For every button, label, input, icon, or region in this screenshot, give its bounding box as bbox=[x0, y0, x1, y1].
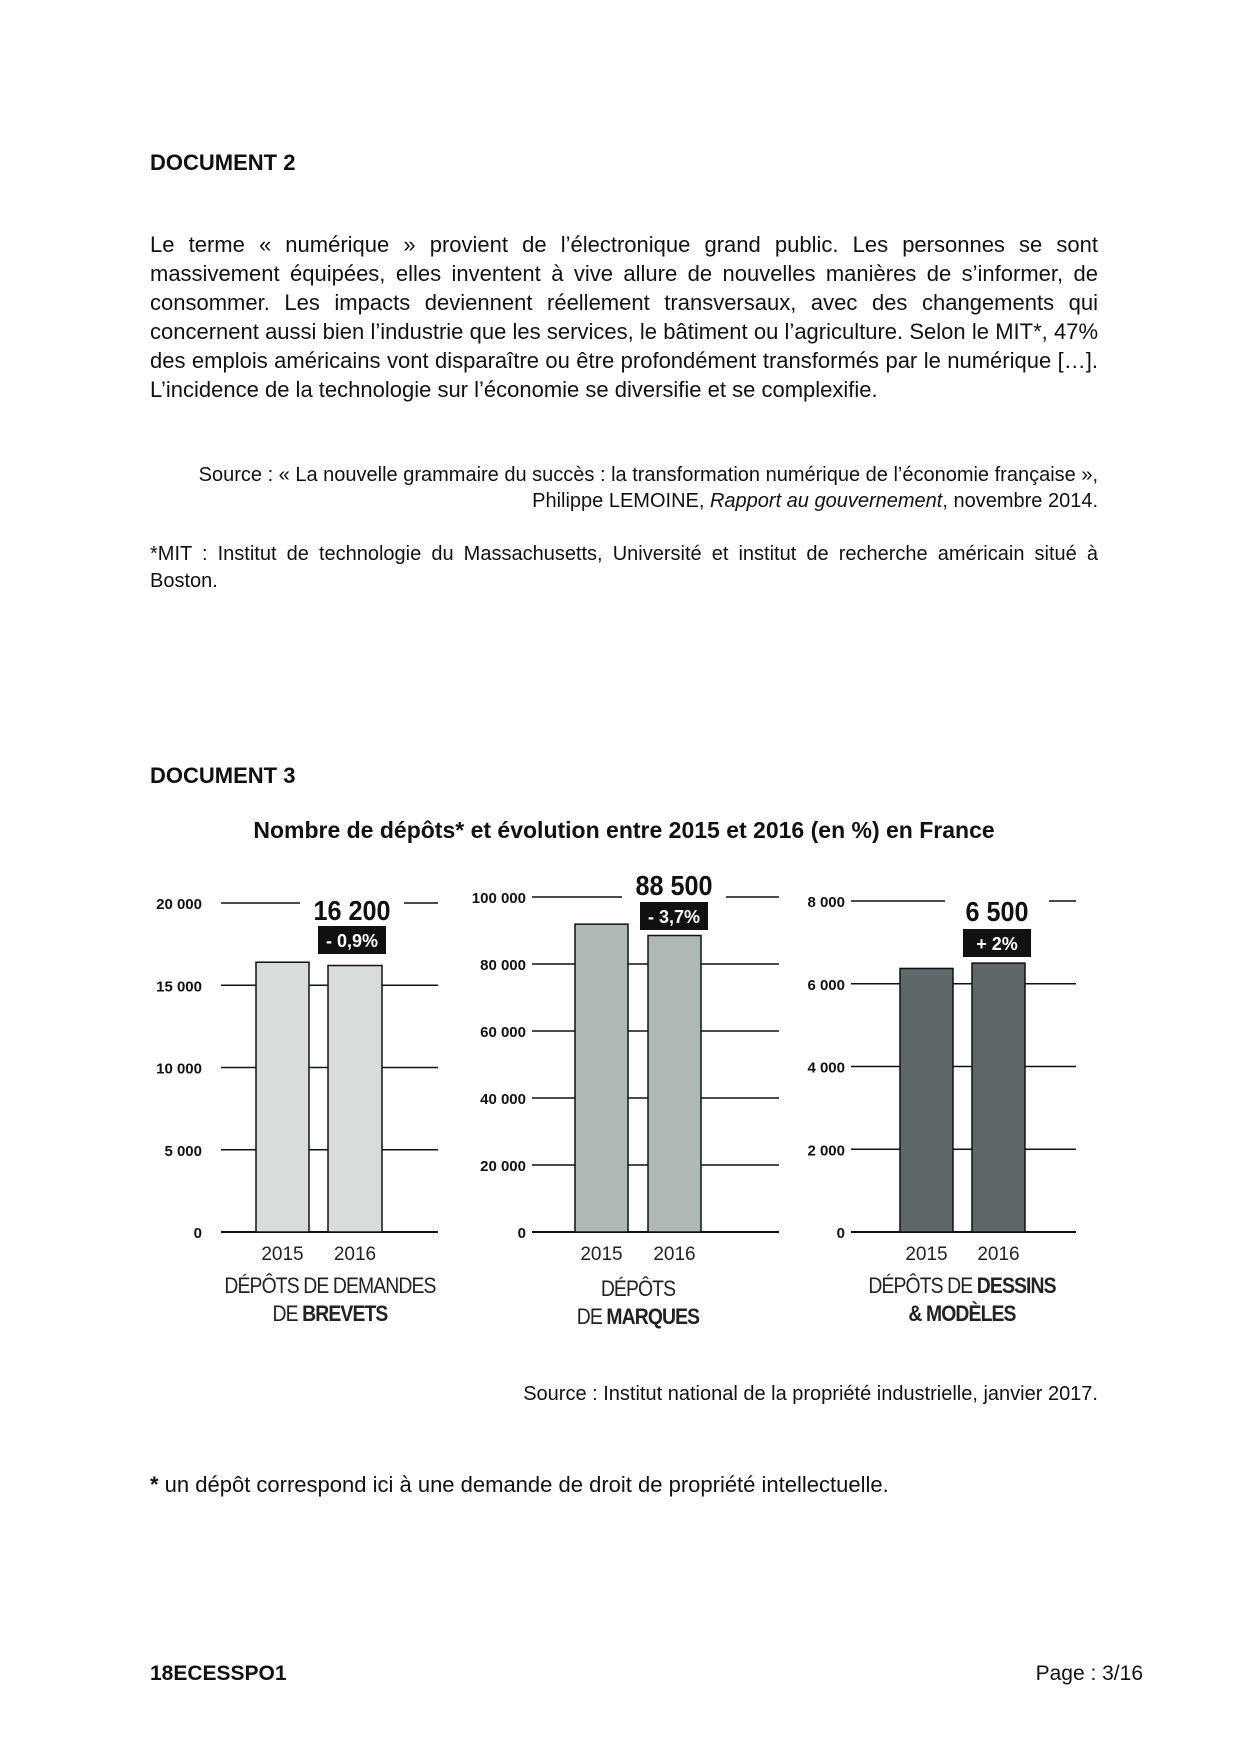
category-label-line bbox=[497, 1303, 779, 1331]
label-light: DE bbox=[576, 1304, 607, 1329]
footer-page-number: Page : 3/16 bbox=[1035, 1662, 1143, 1685]
bar-2016 bbox=[328, 966, 382, 1232]
y-tick-label: 80 000 bbox=[480, 957, 526, 974]
label-bold: MARQUES bbox=[606, 1304, 700, 1329]
change-value: + 2% bbox=[976, 934, 1018, 954]
change-value: - 3,7% bbox=[647, 907, 701, 927]
document-2-heading: DOCUMENT 2 bbox=[150, 150, 296, 175]
label-light: DÉPÔTS DE bbox=[868, 1273, 977, 1298]
y-tick-label: 5 000 bbox=[164, 1142, 202, 1160]
y-tick-label: 40 000 bbox=[480, 1091, 526, 1108]
label-light: DÉPÔTS DE DEMANDES bbox=[224, 1273, 436, 1298]
footnote-text: un dépôt correspond ici à une demande de droit de propriété intellectuelle. bbox=[158, 1472, 889, 1497]
y-tick-label: 2 000 bbox=[807, 1142, 845, 1160]
bar-2015 bbox=[256, 962, 309, 1232]
category-label-line bbox=[189, 1300, 471, 1328]
y-tick-label: 4 000 bbox=[807, 1059, 845, 1077]
x-tick-label: 2015 bbox=[905, 1244, 948, 1265]
x-tick-label: 2015 bbox=[580, 1244, 623, 1265]
footer-code: 18ECESSPO1 bbox=[150, 1662, 287, 1685]
y-tick-label: 100 000 bbox=[471, 890, 526, 907]
label-light: DÉPÔTS bbox=[600, 1276, 676, 1301]
y-tick-label: 0 bbox=[517, 1225, 526, 1242]
y-tick-label: 15 000 bbox=[156, 978, 202, 996]
label-light: DE bbox=[272, 1301, 303, 1326]
document-2-paragraph: Le terme « numérique » provient de l’électronique grand public. Les personnes se sont massivement équipées, elles inventent à vive allure de nouvelles manières de s’informer, de consommer. Les impacts deviennent réellement transversaux, avec des changements qui concernent aussi bien l’industrie que les services, le bâtiment ou l’agriculture. Selon le MIT*, 47% des emplois américains vont disparaître ou être profondément transformés par le numérique […]. L’incidence de la technologie sur l’économie se diversifie et se complexifie. bbox=[150, 232, 1098, 402]
y-tick-label: 60 000 bbox=[480, 1024, 526, 1041]
mit-footnote: *MIT : Institut de technologie du Massachusetts, Université et institut de recherche américain situé à Boston. bbox=[150, 543, 1098, 592]
category-label-line bbox=[821, 1272, 1103, 1300]
source-date: , novembre 2014. bbox=[942, 490, 1098, 512]
category-label bbox=[497, 1275, 779, 1331]
document-3-footnote bbox=[150, 1472, 889, 1498]
headline-value: 16 200 bbox=[313, 894, 391, 927]
source-title: Rapport au gouvernement bbox=[709, 490, 943, 512]
x-tick-label: 2015 bbox=[261, 1244, 304, 1265]
y-tick-label: 20 000 bbox=[156, 896, 202, 913]
y-tick-label: 20 000 bbox=[480, 1158, 526, 1175]
label-bold: BREVETS bbox=[302, 1301, 388, 1326]
x-tick-label: 2016 bbox=[653, 1244, 696, 1265]
document-3-source: Source : Institut national de la propriété industrielle, janvier 2017. bbox=[523, 1383, 1098, 1405]
y-tick-label: 10 000 bbox=[156, 1060, 202, 1078]
category-label-line bbox=[497, 1275, 779, 1303]
source-text: Source : « La nouvelle grammaire du succès : la transformation numérique de l’économie française », Philippe LEMOINE, bbox=[198, 464, 1098, 512]
bar-2015 bbox=[900, 968, 953, 1232]
document-3-heading: DOCUMENT 3 bbox=[150, 763, 296, 788]
bar-2015 bbox=[575, 924, 628, 1232]
y-tick-label: 0 bbox=[836, 1225, 845, 1242]
y-tick-label: 0 bbox=[193, 1225, 202, 1242]
change-value: - 0,9% bbox=[325, 931, 379, 951]
x-tick-label: 2016 bbox=[977, 1244, 1020, 1265]
category-label-line bbox=[189, 1272, 471, 1300]
headline-value: 6 500 bbox=[965, 895, 1029, 928]
label-bold: DESSINS bbox=[976, 1273, 1056, 1298]
category-label-line bbox=[821, 1300, 1103, 1328]
y-tick-label: 6 000 bbox=[807, 976, 845, 994]
category-label bbox=[189, 1272, 471, 1328]
headline-value: 88 500 bbox=[635, 869, 713, 902]
footnote-star: * bbox=[150, 1472, 159, 1497]
bar-2016 bbox=[648, 936, 701, 1232]
category-label bbox=[821, 1272, 1103, 1328]
y-tick-label: 8 000 bbox=[807, 894, 845, 911]
chart-title: Nombre de dépôts* et évolution entre 2015 et 2016 (en %) en France bbox=[253, 817, 995, 843]
bar-2016 bbox=[972, 963, 1025, 1232]
label-bold: & MODÈLES bbox=[908, 1301, 1016, 1326]
x-tick-label: 2016 bbox=[333, 1244, 377, 1265]
